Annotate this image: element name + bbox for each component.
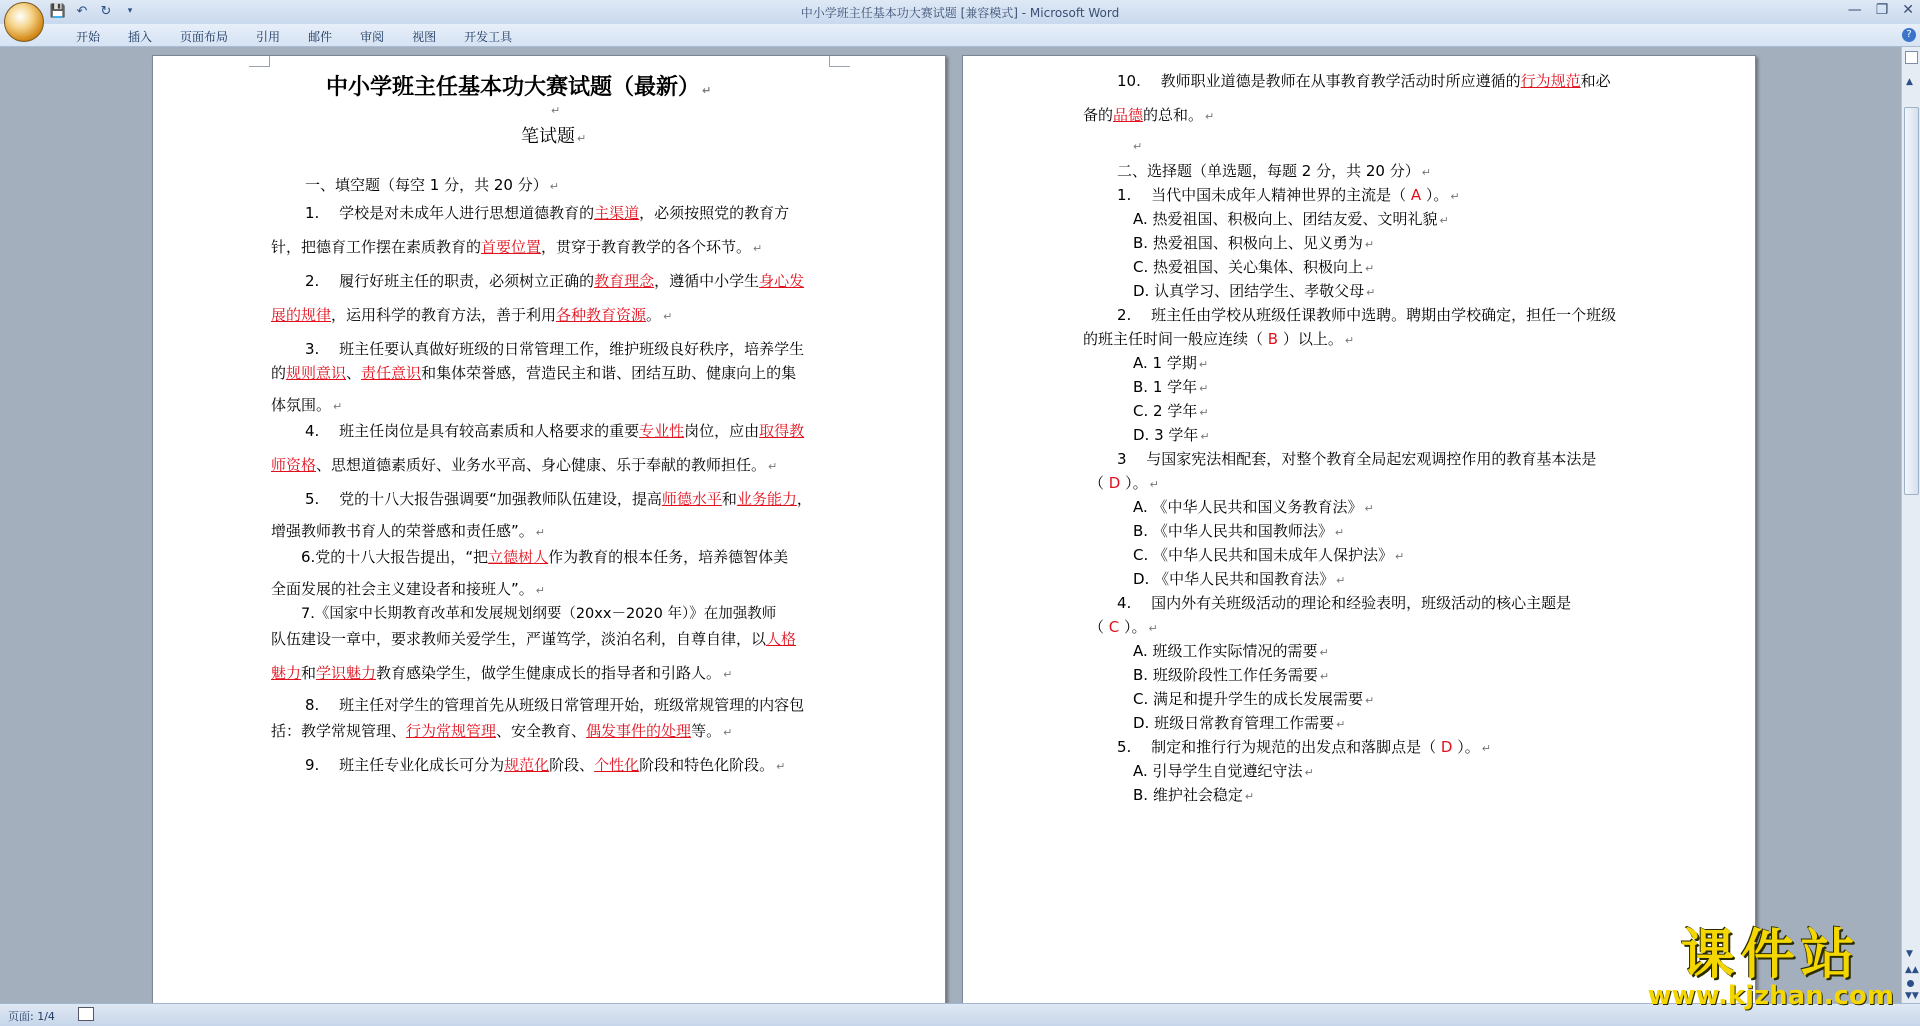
q10-text: 的总和。 — [1143, 106, 1204, 124]
doc-subtitle-text: 笔试题 — [521, 126, 575, 147]
mc3-option-c: C. 《中华人民共和国未成年人保护法》 ↵ — [1133, 546, 1405, 564]
mc2-option-b-text: B. 1 学年 — [1133, 378, 1198, 396]
q3-text: 、 — [346, 364, 362, 382]
mc2-option-b: B. 1 学年 ↵ — [1133, 378, 1209, 396]
q6-line-2: 全面发展的社会主义建设者和接班人”。 ↵ — [271, 580, 545, 598]
crop-mark — [249, 56, 270, 67]
q2-text: ，遵循中小学生 — [654, 272, 760, 290]
tab-home[interactable]: 开始 — [76, 30, 101, 44]
mc3-option-d: D. 《中华人民共和国教育法》 ↵ — [1133, 570, 1346, 588]
mc1-option-d: D. 认真学习、团结学生、孝敬父母 ↵ — [1133, 282, 1376, 300]
next-page-icon[interactable]: ▼▼ — [1905, 991, 1919, 1001]
q6-text: 作为教育的根本任务，培养德智体美 — [548, 548, 789, 566]
mc2-option-d: D. 3 学年 ↵ — [1133, 426, 1210, 444]
restore-icon[interactable]: ❐ — [1875, 2, 1889, 18]
q8-text: 括：教学常规管理、 — [271, 722, 407, 740]
q2-answer-2: 身心发 — [759, 272, 805, 290]
mc5-option-a: A. 引导学生自觉遵纪守法 ↵ — [1133, 762, 1314, 780]
q8-answer-2: 偶发事件的处理 — [586, 722, 692, 740]
q1-answer-2: 首要位置 — [481, 238, 542, 256]
mc4-question — [1117, 592, 1571, 613]
mc4-option-c: C. 满足和提升学生的成长发展需要 ↵ — [1133, 690, 1375, 708]
q10-text: 和必 — [1580, 72, 1611, 90]
mc5-option-a-text: A. 引导学生自觉遵纪守法 — [1133, 762, 1303, 780]
ribbon-tabs — [62, 28, 526, 45]
mc1-option-b-text: B. 热爱祖国、积极向上、见义勇为 — [1133, 234, 1363, 252]
mc2-question — [1117, 304, 1616, 325]
mc3-option-a-text: A. 《中华人民共和国义务教育法》 — [1133, 498, 1363, 516]
mc3-stem: ）。 — [1120, 474, 1148, 492]
q7-answer-1: 魅力 — [271, 664, 302, 682]
q3-answer-2: 责任意识 — [361, 364, 422, 382]
mc4-option-b-text: B. 班级阶段性工作任务需要 — [1133, 666, 1318, 684]
q10-answer-2: 品德 — [1113, 106, 1144, 124]
q10-line-2: 备的品德的总和。 ↵ — [1083, 106, 1215, 124]
ribbon-tab-bar — [0, 24, 1920, 47]
q6-text: 全面发展的社会主义建设者和接班人”。 — [271, 580, 534, 598]
mc5-stem: 5. 制定和推行行为规范的出发点和落脚点是（ — [1117, 738, 1441, 756]
q1-text: ，贯穿于教育教学的各个环节。 — [541, 238, 752, 256]
mc3-question — [1117, 448, 1596, 469]
q7-line-1 — [301, 602, 776, 623]
scroll-up-icon[interactable]: ▲ — [1906, 77, 1913, 87]
watermark-brand: 课件站 — [1680, 923, 1861, 986]
mc2-option-d-text: D. 3 学年 — [1133, 426, 1199, 444]
mc3-option-b: B. 《中华人民共和国教师法》 ↵ — [1133, 522, 1345, 540]
q5-answer-2: 业务能力 — [736, 490, 797, 508]
mc4-option-c-text: C. 满足和提升学生的成长发展需要 — [1133, 690, 1364, 708]
watermark-logo — [1647, 923, 1894, 1011]
q1-text: 针，把德育工作摆在素质教育的 — [271, 238, 482, 256]
undo-icon[interactable]: ↶ — [76, 3, 88, 19]
mc1-option-a-text: A. 热爱祖国、积极向上、团结友爱、文明礼貌 — [1133, 210, 1438, 228]
q8-text: 8. 班主任对学生的管理首先从班级日常管理开始，班级常规管理的内容包 — [305, 696, 805, 714]
mc2-stem: 的班主任时间一般应连续（ — [1083, 330, 1268, 348]
mc3-stem: 3 与国家宪法相配套，对整个教育全局起宏观调控作用的教育基本法是 — [1117, 450, 1597, 468]
q3-line-1 — [305, 338, 804, 359]
document-page-2[interactable] — [962, 55, 1756, 1005]
tab-mailings[interactable]: 邮件 — [308, 30, 333, 44]
q2-text: 。 — [646, 306, 662, 324]
q10-line-1 — [1117, 70, 1611, 91]
mc2-stem: 2. 班主任由学校从班级任课教师中选聘。聘期由学校确定，担任一个班级 — [1117, 306, 1617, 324]
scroll-down-icon[interactable]: ▼ — [1906, 949, 1913, 959]
window-title: 中小学班主任基本功大赛试题 [兼容模式] - Microsoft Word — [800, 6, 1120, 20]
q2-answer-2: 展的规律 — [271, 306, 332, 324]
q7-answer-2: 学识魅力 — [316, 664, 377, 682]
q7-text: 7.《国家中长期教育改革和发展规划纲要（20xx－2020 年）》在加强教师 — [301, 606, 777, 622]
mc4-option-a-text: A. 班级工作实际情况的需要 — [1133, 642, 1318, 660]
mc4-stem: 4. 国内外有关班级活动的理论和经验表明，班级活动的核心主题是 — [1117, 594, 1572, 612]
mc1-answer: A — [1410, 186, 1422, 204]
mc1-option-c: C. 热爱祖国、关心集体、积极向上 ↵ — [1133, 258, 1375, 276]
tab-view[interactable]: 视图 — [412, 30, 437, 44]
q3-line-2 — [271, 362, 796, 383]
q5-answer-1: 师德水平 — [661, 490, 722, 508]
mc3-option-a: A. 《中华人民共和国义务教育法》 ↵ — [1133, 498, 1374, 516]
q7-text: 队伍建设一章中，要求教师关爱学生，严谨笃学，淡泊名利，自尊自律，以 — [271, 630, 767, 648]
q10-text: 备的 — [1083, 106, 1114, 124]
q1-line-2: 针，把德育工作摆在素质教育的首要位置，贯穿于教育教学的各个环节。 ↵ — [271, 238, 763, 256]
scrollbar-thumb[interactable] — [1904, 107, 1919, 495]
q7-line-2 — [271, 628, 796, 649]
mc4-stem: ）。 — [1119, 618, 1147, 636]
mc4-option-d: D. 班级日常教育管理工作需要 ↵ — [1133, 714, 1346, 732]
tab-review[interactable]: 审阅 — [360, 30, 385, 44]
mc2-option-c: C. 2 学年 ↵ — [1133, 402, 1209, 420]
q5-text: 和 — [721, 490, 737, 508]
mc2-option-a-text: A. 1 学期 — [1133, 354, 1197, 372]
q7-answer-1: 人格 — [766, 630, 797, 648]
mc5-question: 5. 制定和推行行为规范的出发点和落脚点是（ D ）。 ↵ — [1117, 738, 1491, 756]
mc1-stem: 1. 当代中国未成年人精神世界的主流是（ — [1117, 186, 1411, 204]
vertical-scrollbar[interactable] — [1901, 47, 1920, 1003]
mc1-stem: ）。 — [1421, 186, 1449, 204]
mc4-stem: （ — [1089, 618, 1109, 636]
mc3-option-c-text: C. 《中华人民共和国未成年人保护法》 — [1133, 546, 1394, 564]
mc2-stem: ）以上。 — [1278, 330, 1343, 348]
mc3-option-b-text: B. 《中华人民共和国教师法》 — [1133, 522, 1333, 540]
paragraph-mark: ↵ — [1133, 140, 1143, 153]
q8-line-1 — [305, 694, 804, 715]
q2-answer-3: 各种教育资源 — [556, 306, 647, 324]
save-icon[interactable]: 💾 — [49, 3, 67, 19]
watermark-url: www.kjzhan.com — [1647, 981, 1894, 1011]
mc4-question-2: （ C ）。 ↵ — [1089, 618, 1158, 636]
q4-answer-2: 师资格 — [271, 456, 317, 474]
q9-answer-1: 规范化 — [504, 756, 550, 774]
q8-line-2: 括：教学常规管理、行为常规管理、安全教育、偶发事件的处理等。 ↵ — [271, 722, 733, 740]
mc1-option-c-text: C. 热爱祖国、关心集体、积极向上 — [1133, 258, 1364, 276]
mc4-option-d-text: D. 班级日常教育管理工作需要 — [1133, 714, 1335, 732]
doc-title-text: 中小学班主任基本功大赛试题（最新） — [326, 75, 701, 100]
q9-answer-2: 个性化 — [594, 756, 640, 774]
tab-developer[interactable]: 开发工具 — [464, 30, 513, 44]
browse-object-icon[interactable] — [1907, 980, 1914, 987]
help-icon[interactable]: ? — [1902, 28, 1916, 42]
q5-line-1 — [305, 488, 812, 509]
mc1-option-d-text: D. 认真学习、团结学生、孝敬父母 — [1133, 282, 1365, 300]
mc1-option-a: A. 热爱祖国、积极向上、团结友爱、文明礼貌 ↵ — [1133, 210, 1449, 228]
doc-subtitle: 笔试题 ↵ — [521, 126, 587, 147]
section-1-heading: 一、填空题（每空 1 分，共 20 分） ↵ — [305, 176, 559, 194]
q10-answer-1: 行为规范 — [1520, 72, 1581, 90]
q6-text: 6.党的十八大报告提出，“把 — [301, 548, 489, 566]
q4-text: 岗位，应由 — [684, 422, 760, 440]
mc2-answer: B — [1267, 330, 1279, 348]
mc2-option-a: A. 1 学期 ↵ — [1133, 354, 1209, 372]
mc5-stem: ）。 — [1452, 738, 1480, 756]
office-button[interactable] — [4, 2, 44, 42]
status-bar — [0, 1003, 1920, 1026]
minimize-icon[interactable]: — — [1847, 2, 1862, 18]
mc1-option-b: B. 热爱祖国、积极向上、见义勇为 ↵ — [1133, 234, 1375, 252]
crop-mark — [829, 56, 850, 67]
q5-text: ， — [796, 490, 812, 508]
q2-text: ，运用科学的教育方法，善于利用 — [331, 306, 557, 324]
q7-text: 和 — [301, 664, 317, 682]
document-page-1[interactable] — [152, 55, 946, 1005]
paragraph-mark: ↵ — [551, 104, 561, 117]
q2-answer-1: 教育理念 — [594, 272, 655, 290]
proofing-icon[interactable] — [78, 1007, 94, 1021]
q2-line-1 — [305, 270, 804, 291]
prev-page-icon[interactable]: ▲▲ — [1905, 965, 1919, 975]
tab-references[interactable]: 引用 — [256, 30, 281, 44]
q3-text: 3. 班主任要认真做好班级的日常管理工作，维护班级良好秩序，培养学生 — [305, 340, 805, 358]
q2-text: 2. 履行好班主任的职责，必须树立正确的 — [305, 272, 595, 290]
title-bar — [0, 0, 1920, 25]
q2-line-2: 展的规律，运用科学的教育方法，善于利用各种教育资源。 ↵ — [271, 306, 673, 324]
mc4-option-a: A. 班级工作实际情况的需要 ↵ — [1133, 642, 1329, 660]
section-2-heading-text: 二、选择题（单选题，每题 2 分，共 20 分） — [1117, 162, 1420, 180]
q8-answer-1: 行为常规管理 — [406, 722, 497, 740]
mc3-option-d-text: D. 《中华人民共和国教育法》 — [1133, 570, 1335, 588]
section-1-heading-text: 一、填空题（每空 1 分，共 20 分） — [305, 176, 548, 194]
q1-text: 1. 学校是对未成年人进行思想道德教育的 — [305, 204, 595, 222]
q1-answer-1: 主渠道 — [594, 204, 640, 222]
close-icon[interactable]: ✕ — [1902, 2, 1914, 18]
q4-answer-2: 取得教 — [759, 422, 805, 440]
q1-text: ，必须按照党的教育方 — [639, 204, 790, 222]
mc2-question-2: 的班主任时间一般应连续（ B ）以上。 ↵ — [1083, 330, 1355, 348]
mc5-answer: D — [1440, 738, 1453, 756]
q4-text: 、思想道德素质好、业务水平高、身心健康、乐于奉献的教师担任。 — [316, 456, 767, 474]
window-controls — [1848, 2, 1914, 18]
q6-line-1 — [301, 546, 788, 567]
q5-text: 5. 党的十八大报告强调要“加强教师队伍建设，提高 — [305, 490, 662, 508]
tab-page-layout[interactable]: 页面布局 — [180, 30, 229, 44]
page-indicator[interactable]: 页面: 1/4 — [8, 1010, 55, 1023]
qat-dropdown-icon[interactable]: ▾ — [127, 6, 133, 16]
q9-text: 9. 班主任专业化成长可分为 — [305, 756, 505, 774]
mc4-answer: C — [1108, 618, 1120, 636]
q7-text: 教育感染学生，做学生健康成长的指导者和引路人。 — [376, 664, 722, 682]
q4-line-1 — [305, 420, 804, 441]
q4-answer-1: 专业性 — [639, 422, 685, 440]
mc5-option-b-text: B. 维护社会稳定 — [1133, 786, 1243, 804]
q10-text: 10. 教师职业道德是教师在从事教育教学活动时所应遵循的 — [1117, 72, 1521, 90]
mc5-option-b: B. 维护社会稳定 ↵ — [1133, 786, 1255, 804]
q3-line-3: 体氛围。 ↵ — [271, 396, 343, 414]
q9-text: 阶段和特色化阶段。 — [639, 756, 775, 774]
q4-line-2: 师资格、思想道德素质好、业务水平高、身心健康、乐于奉献的教师担任。 ↵ — [271, 456, 778, 474]
redo-icon[interactable]: ↻ — [100, 3, 112, 19]
q1-line-1 — [305, 202, 789, 223]
q6-answer-1: 立德树人 — [488, 548, 549, 566]
q4-text: 4. 班主任岗位是具有较高素质和人格要求的重要 — [305, 422, 640, 440]
q8-text: 等。 — [691, 722, 722, 740]
q3-text: 的 — [271, 364, 287, 382]
mc2-option-c-text: C. 2 学年 — [1133, 402, 1198, 420]
section-2-heading: 二、选择题（单选题，每题 2 分，共 20 分） ↵ — [1117, 162, 1431, 180]
q3-answer-1: 规则意识 — [286, 364, 347, 382]
q5-text: 增强教师教书育人的荣誉感和责任感”。 — [271, 522, 534, 540]
q9-line-1: 9. 班主任专业化成长可分为规范化阶段、个性化阶段和特色化阶段。 ↵ — [305, 756, 786, 774]
document-workspace — [0, 47, 1902, 1003]
q9-text: 阶段、 — [549, 756, 595, 774]
mc3-answer: D — [1108, 474, 1121, 492]
mc3-question-2: （ D ）。 ↵ — [1089, 474, 1159, 492]
q3-text: 和集体荣誉感，营造民主和谐、团结互助、健康向上的集 — [421, 364, 797, 382]
tab-insert[interactable]: 插入 — [128, 30, 153, 44]
mc3-stem: （ — [1089, 474, 1109, 492]
q7-line-3: 魅力和学识魅力教育感染学生，做学生健康成长的指导者和引路人。 ↵ — [271, 664, 733, 682]
q8-text: 、安全教育、 — [496, 722, 587, 740]
ruler-toggle-icon[interactable] — [1905, 51, 1918, 64]
mc4-option-b: B. 班级阶段性工作任务需要 ↵ — [1133, 666, 1330, 684]
mc1-question: 1. 当代中国未成年人精神世界的主流是（ A ）。 ↵ — [1117, 186, 1460, 204]
doc-title: 中小学班主任基本功大赛试题（最新） ↵ — [326, 75, 712, 100]
q3-text: 体氛围。 — [271, 396, 332, 414]
q5-line-2: 增强教师教书育人的荣誉感和责任感”。 ↵ — [271, 522, 545, 540]
